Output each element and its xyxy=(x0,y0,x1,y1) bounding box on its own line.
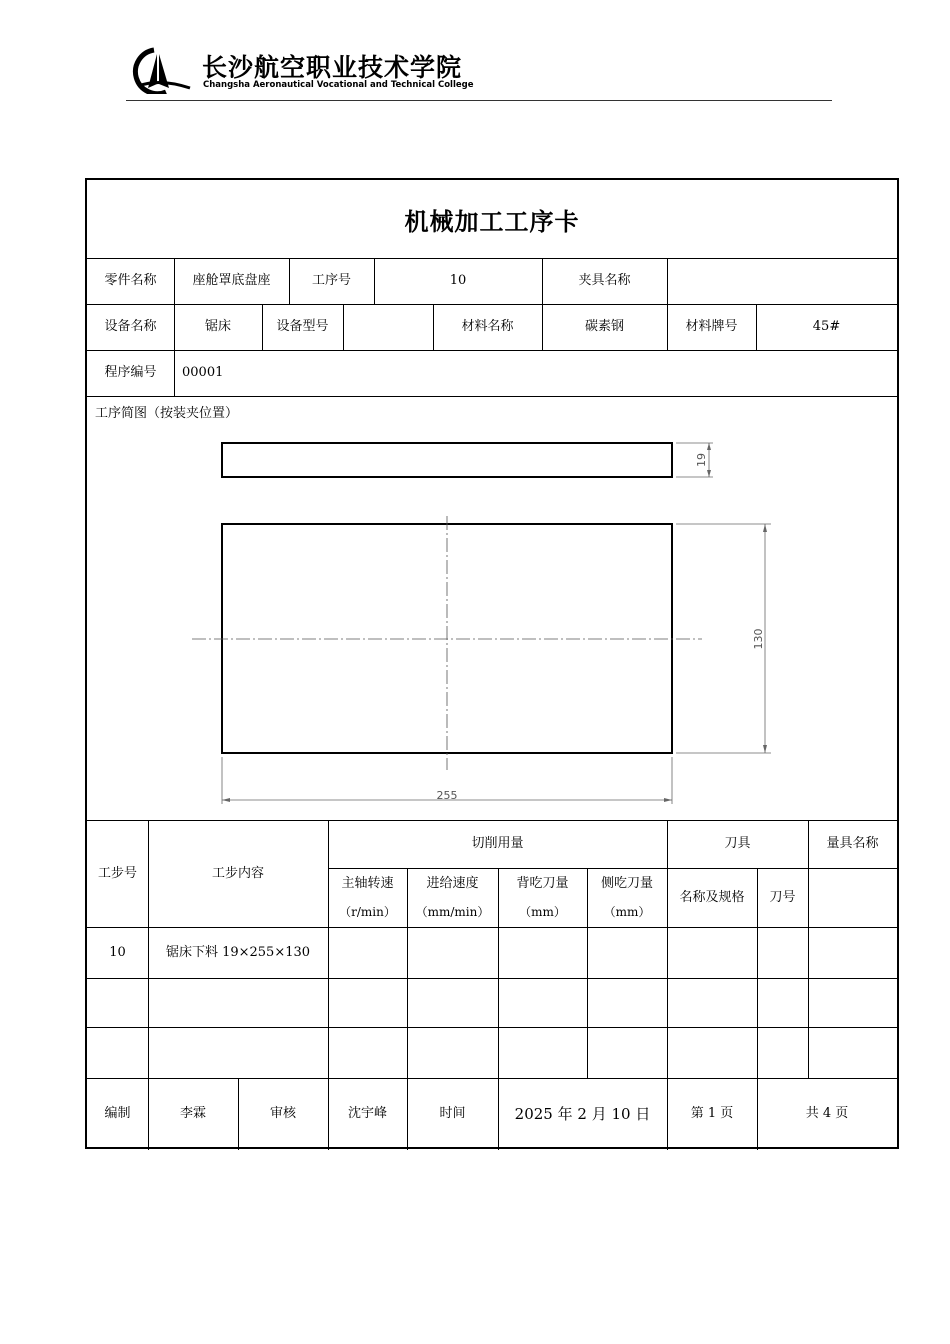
review-label: 审核 xyxy=(269,1106,296,1122)
feed-speed-label: 进给速度 xyxy=(426,875,479,891)
program-label: 程序编号 xyxy=(104,365,157,381)
part-name-label: 零件名称 xyxy=(104,273,157,289)
diagram-label: 工序简图（按装夹位置） xyxy=(95,406,239,421)
equip-name-label: 设备名称 xyxy=(104,319,157,335)
dim-length: 255 xyxy=(436,789,458,802)
material-grade-value: 45# xyxy=(812,319,841,335)
tool-name-spec-header: 名称及规格 xyxy=(679,889,745,905)
school-name-cn: 长沙航空职业技术学院 xyxy=(202,53,463,82)
grid-line xyxy=(87,1027,897,1028)
equip-name-value: 锯床 xyxy=(204,319,231,335)
op-no-label: 工序号 xyxy=(311,273,351,289)
step-row-no: 10 xyxy=(109,944,126,960)
process-sketch xyxy=(87,180,897,820)
compiled-value: 李霖 xyxy=(179,1106,206,1122)
part-name-value: 座舱罩底盘座 xyxy=(192,273,271,289)
back-cut-header xyxy=(498,868,587,927)
spindle-speed-label: 主轴转速 xyxy=(341,875,394,891)
tool-no-header: 刀号 xyxy=(769,889,796,905)
page-number: 第 1 页 xyxy=(690,1106,734,1122)
review-value: 沈宇峰 xyxy=(347,1106,387,1122)
plate-side-view xyxy=(222,443,672,477)
side-cut-header xyxy=(587,868,667,927)
back-cut-unit: （mm） xyxy=(519,904,566,919)
side-cut-label: 侧吃刀量 xyxy=(600,875,653,891)
back-cut-label: 背吃刀量 xyxy=(516,875,569,891)
feed-speed-unit: （mm/min） xyxy=(415,904,490,919)
step-row-content: 锯床下料 19×255×130 xyxy=(165,944,311,960)
time-label: 时间 xyxy=(439,1106,466,1122)
cutting-header: 切削用量 xyxy=(471,836,524,852)
dim-width: 130 xyxy=(752,628,765,650)
step-no-header: 工步号 xyxy=(97,865,137,881)
school-logo-icon xyxy=(126,46,194,94)
spindle-speed-header xyxy=(328,868,407,927)
step-content-header: 工步内容 xyxy=(211,865,264,881)
tool-header: 刀具 xyxy=(724,836,751,852)
spindle-speed-unit: （r/min） xyxy=(339,904,396,919)
dim-thickness: 19 xyxy=(695,453,708,467)
process-card xyxy=(85,178,899,1149)
school-header xyxy=(126,44,832,101)
material-grade-label: 材料牌号 xyxy=(685,319,738,335)
fixture-label: 夹具名称 xyxy=(578,273,631,289)
program-value: 00001 xyxy=(182,365,224,381)
compiled-label: 编制 xyxy=(104,1106,131,1122)
equip-model-label: 设备型号 xyxy=(276,319,329,335)
material-name-value: 碳素钢 xyxy=(584,319,624,335)
grid-line xyxy=(87,978,897,979)
gauge-header: 量具名称 xyxy=(826,836,879,852)
feed-speed-header xyxy=(407,868,498,927)
school-name-en: Changsha Aeronautical Vocational and Technical College xyxy=(203,80,474,90)
total-pages: 共 4 页 xyxy=(805,1106,849,1122)
card-title: 机械加工工序卡 xyxy=(404,207,580,236)
side-cut-unit: （mm） xyxy=(603,904,651,919)
material-name-label: 材料名称 xyxy=(461,319,514,335)
op-no-value: 10 xyxy=(449,273,467,289)
time-value: 2025 年 2 月 10 日 xyxy=(514,1105,651,1123)
